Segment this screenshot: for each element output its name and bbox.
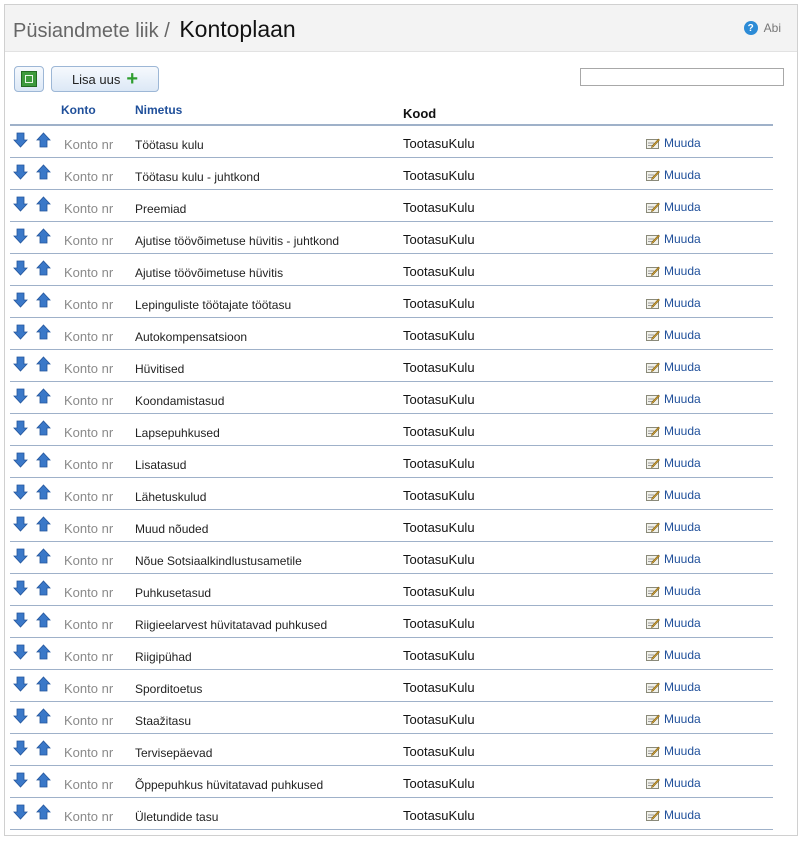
edit-icon — [646, 457, 660, 469]
edit-icon — [646, 489, 660, 501]
edit-link[interactable] — [646, 424, 701, 438]
arrow-up-icon[interactable] — [36, 196, 51, 212]
arrow-up-icon[interactable] — [36, 324, 51, 340]
arrow-up-icon[interactable] — [36, 740, 51, 756]
table-row — [10, 286, 773, 318]
kood-cell: TootasuKulu — [403, 488, 475, 503]
table-row — [10, 606, 773, 638]
arrow-up-icon[interactable] — [36, 260, 51, 276]
nimetus-cell: Koondamistasud — [135, 394, 225, 408]
edit-icon — [646, 169, 660, 181]
edit-link[interactable] — [646, 264, 701, 278]
edit-icon — [646, 393, 660, 405]
edit-icon — [646, 553, 660, 565]
edit-label: Muuda — [664, 424, 701, 438]
arrow-down-icon[interactable] — [13, 484, 28, 500]
edit-link[interactable] — [646, 232, 701, 246]
table-row — [10, 766, 773, 798]
arrow-down-icon[interactable] — [13, 228, 28, 244]
arrow-down-icon[interactable] — [13, 292, 28, 308]
arrow-down-icon[interactable] — [13, 804, 28, 820]
arrow-up-icon[interactable] — [36, 644, 51, 660]
arrow-down-icon[interactable] — [13, 708, 28, 724]
arrow-down-icon[interactable] — [13, 676, 28, 692]
nimetus-cell: Õppepuhkus hüvitatavad puhkused — [135, 778, 324, 792]
nimetus-cell: Preemiad — [135, 202, 187, 216]
arrow-up-icon[interactable] — [36, 580, 51, 596]
kood-cell: TootasuKulu — [403, 232, 475, 247]
table-row — [10, 254, 773, 286]
kood-cell: TootasuKulu — [403, 680, 475, 695]
table-row — [10, 574, 773, 606]
edit-label: Muuda — [664, 808, 701, 822]
arrow-down-icon[interactable] — [13, 356, 28, 372]
edit-link[interactable] — [646, 712, 701, 726]
column-header-kood: Kood — [403, 106, 437, 121]
arrow-up-icon[interactable] — [36, 292, 51, 308]
edit-label: Muuda — [664, 392, 701, 406]
edit-icon — [646, 649, 660, 661]
table-row — [10, 446, 773, 478]
help-label: Abi — [763, 21, 781, 35]
arrow-down-icon[interactable] — [13, 388, 28, 404]
column-header-nimetus[interactable]: Nimetus — [135, 103, 183, 117]
arrow-up-icon[interactable] — [36, 388, 51, 404]
edit-icon — [646, 201, 660, 213]
kood-cell: TootasuKulu — [403, 136, 475, 151]
kood-cell: TootasuKulu — [403, 808, 475, 823]
edit-icon — [646, 681, 660, 693]
toolbar — [14, 66, 784, 92]
arrow-up-icon[interactable] — [36, 676, 51, 692]
konto-cell: Konto nr — [64, 713, 114, 728]
kood-cell: TootasuKulu — [403, 424, 475, 439]
table-row — [10, 638, 773, 670]
konto-cell: Konto nr — [64, 617, 114, 632]
edit-link[interactable] — [646, 776, 701, 790]
table-body — [10, 126, 773, 830]
edit-icon — [646, 137, 660, 149]
nimetus-cell: Töötasu kulu — [135, 138, 204, 152]
kood-cell: TootasuKulu — [403, 296, 475, 311]
konto-cell: Konto nr — [64, 329, 114, 344]
edit-link[interactable] — [646, 392, 701, 406]
edit-link[interactable] — [646, 168, 701, 182]
arrow-down-icon[interactable] — [13, 580, 28, 596]
table-row — [10, 318, 773, 350]
edit-icon — [646, 521, 660, 533]
edit-link[interactable] — [646, 360, 701, 374]
edit-icon — [646, 425, 660, 437]
kood-cell: TootasuKulu — [403, 584, 475, 599]
konto-cell: Konto nr — [64, 777, 114, 792]
arrow-down-icon[interactable] — [13, 516, 28, 532]
nimetus-cell: Riigieelarvest hüvitatavad puhkused — [135, 618, 328, 632]
konto-cell: Konto nr — [64, 297, 114, 312]
nimetus-cell: Lapsepuhkused — [135, 426, 220, 440]
arrow-down-icon[interactable] — [13, 452, 28, 468]
konto-cell: Konto nr — [64, 393, 114, 408]
edit-icon — [646, 713, 660, 725]
edit-icon — [646, 233, 660, 245]
edit-link[interactable] — [646, 616, 701, 630]
arrow-up-icon[interactable] — [36, 516, 51, 532]
edit-link[interactable] — [646, 456, 701, 470]
nimetus-cell: Nõue Sotsiaalkindlustusametile — [135, 554, 302, 568]
edit-icon — [646, 809, 660, 821]
nimetus-cell: Töötasu kulu - juhtkond — [135, 170, 260, 184]
nimetus-cell: Hüvitised — [135, 362, 185, 376]
table-row — [10, 670, 773, 702]
table-row — [10, 510, 773, 542]
edit-label: Muuda — [664, 584, 701, 598]
arrow-down-icon[interactable] — [13, 420, 28, 436]
konto-cell: Konto nr — [64, 265, 114, 280]
edit-icon — [646, 585, 660, 597]
edit-label: Muuda — [664, 520, 701, 534]
edit-link[interactable] — [646, 520, 701, 534]
table-row — [10, 382, 773, 414]
edit-label: Muuda — [664, 776, 701, 790]
arrow-up-icon[interactable] — [36, 708, 51, 724]
edit-label: Muuda — [664, 648, 701, 662]
add-new-label: Lisa uus — [71, 71, 121, 87]
nimetus-cell: Staažitasu — [135, 714, 192, 728]
kood-cell: TootasuKulu — [403, 456, 475, 471]
arrow-down-icon[interactable] — [13, 324, 28, 340]
table-header — [10, 98, 773, 126]
table-row — [10, 158, 773, 190]
help-link[interactable] — [744, 21, 781, 35]
kood-cell: TootasuKulu — [403, 168, 475, 183]
nimetus-cell: Lähetuskulud — [135, 490, 207, 504]
search-input[interactable] — [580, 68, 784, 86]
edit-link[interactable] — [646, 136, 701, 150]
nimetus-cell: Puhkusetasud — [135, 586, 212, 600]
kood-cell: TootasuKulu — [403, 360, 475, 375]
kood-cell: TootasuKulu — [403, 200, 475, 215]
add-new-button[interactable] — [51, 66, 159, 92]
edit-icon — [646, 777, 660, 789]
edit-label: Muuda — [664, 552, 701, 566]
arrow-down-icon[interactable] — [13, 740, 28, 756]
edit-link[interactable] — [646, 744, 701, 758]
edit-link[interactable] — [646, 808, 701, 822]
arrow-down-icon[interactable] — [13, 612, 28, 628]
konto-cell: Konto nr — [64, 521, 114, 536]
kood-cell: TootasuKulu — [403, 392, 475, 407]
table-row — [10, 190, 773, 222]
plus-icon: + — [126, 68, 139, 90]
arrow-up-icon[interactable] — [36, 356, 51, 372]
arrow-up-icon[interactable] — [36, 548, 51, 564]
arrow-up-icon[interactable] — [36, 164, 51, 180]
edit-link[interactable] — [646, 488, 701, 502]
arrow-up-icon[interactable] — [36, 132, 51, 148]
arrow-up-icon[interactable] — [36, 772, 51, 788]
kood-cell: TootasuKulu — [403, 776, 475, 791]
edit-icon — [646, 361, 660, 373]
nimetus-cell: Sporditoetus — [135, 682, 203, 696]
table-row — [10, 350, 773, 382]
arrow-up-icon[interactable] — [36, 228, 51, 244]
edit-icon — [646, 297, 660, 309]
arrow-up-icon[interactable] — [36, 612, 51, 628]
kood-cell: TootasuKulu — [403, 264, 475, 279]
konto-cell: Konto nr — [64, 553, 114, 568]
arrow-up-icon[interactable] — [36, 452, 51, 468]
konto-cell: Konto nr — [64, 681, 114, 696]
kood-cell: TootasuKulu — [403, 744, 475, 759]
nimetus-cell: Muud nõuded — [135, 522, 209, 536]
nimetus-cell: Ületundide tasu — [135, 810, 219, 824]
arrow-down-icon[interactable] — [13, 260, 28, 276]
nimetus-cell: Riigipühad — [135, 650, 192, 664]
excel-icon — [21, 71, 37, 87]
table-row — [10, 542, 773, 574]
nimetus-cell: Lepinguliste töötajate töötasu — [135, 298, 292, 312]
edit-link[interactable] — [646, 680, 701, 694]
edit-link[interactable] — [646, 296, 701, 310]
edit-icon — [646, 265, 660, 277]
table-row — [10, 126, 773, 158]
edit-icon — [646, 617, 660, 629]
breadcrumb-parent[interactable]: Püsiandmete liik — [13, 20, 159, 42]
konto-cell: Konto nr — [64, 649, 114, 664]
edit-label: Muuda — [664, 360, 701, 374]
arrow-down-icon[interactable] — [13, 548, 28, 564]
edit-icon — [646, 329, 660, 341]
kood-cell: TootasuKulu — [403, 552, 475, 567]
table-row — [10, 414, 773, 446]
konto-cell: Konto nr — [64, 585, 114, 600]
nimetus-cell: Autokompensatsioon — [135, 330, 248, 344]
arrow-up-icon[interactable] — [36, 484, 51, 500]
edit-label: Muuda — [664, 744, 701, 758]
konto-cell: Konto nr — [64, 457, 114, 472]
nimetus-cell: Ajutise töövõimetuse hüvitis - juhtkond — [135, 234, 340, 248]
edit-link[interactable] — [646, 648, 701, 662]
table-row — [10, 222, 773, 254]
table-row — [10, 734, 773, 766]
konto-cell: Konto nr — [64, 809, 114, 824]
konto-cell: Konto nr — [64, 137, 114, 152]
arrow-down-icon[interactable] — [13, 132, 28, 148]
kood-cell: TootasuKulu — [403, 520, 475, 535]
konto-cell: Konto nr — [64, 233, 114, 248]
export-excel-button[interactable] — [14, 66, 44, 92]
table-row — [10, 478, 773, 510]
konto-cell: Konto nr — [64, 745, 114, 760]
edit-label: Muuda — [664, 264, 701, 278]
page-header — [5, 5, 797, 52]
kood-cell: TootasuKulu — [403, 712, 475, 727]
konto-cell: Konto nr — [64, 425, 114, 440]
edit-link[interactable] — [646, 328, 701, 342]
table-row — [10, 798, 773, 830]
edit-link[interactable] — [646, 584, 701, 598]
edit-label: Muuda — [664, 168, 701, 182]
nimetus-cell: Ajutise töövõimetuse hüvitis — [135, 266, 284, 280]
arrow-up-icon[interactable] — [36, 420, 51, 436]
edit-label: Muuda — [664, 296, 701, 310]
arrow-up-icon[interactable] — [36, 804, 51, 820]
column-header-konto[interactable]: Konto — [61, 103, 96, 117]
edit-label: Muuda — [664, 232, 701, 246]
arrow-down-icon[interactable] — [13, 644, 28, 660]
konto-cell: Konto nr — [64, 201, 114, 216]
breadcrumb — [13, 16, 296, 43]
edit-label: Muuda — [664, 200, 701, 214]
nimetus-cell: Tervisepäevad — [135, 746, 213, 760]
help-icon: ? — [744, 21, 758, 35]
edit-label: Muuda — [664, 680, 701, 694]
kood-cell: TootasuKulu — [403, 648, 475, 663]
page-title: Kontoplaan — [179, 16, 296, 42]
kood-cell: TootasuKulu — [403, 328, 475, 343]
nimetus-cell: Lisatasud — [135, 458, 187, 472]
arrow-down-icon[interactable] — [13, 772, 28, 788]
edit-link[interactable] — [646, 200, 701, 214]
kood-cell: TootasuKulu — [403, 616, 475, 631]
arrow-down-icon[interactable] — [13, 196, 28, 212]
edit-label: Muuda — [664, 712, 701, 726]
edit-label: Muuda — [664, 488, 701, 502]
edit-label: Muuda — [664, 328, 701, 342]
konto-cell: Konto nr — [64, 169, 114, 184]
table-row — [10, 702, 773, 734]
konto-cell: Konto nr — [64, 489, 114, 504]
edit-label: Muuda — [664, 136, 701, 150]
konto-cell: Konto nr — [64, 361, 114, 376]
edit-link[interactable] — [646, 552, 701, 566]
arrow-down-icon[interactable] — [13, 164, 28, 180]
edit-label: Muuda — [664, 616, 701, 630]
breadcrumb-separator: / — [164, 20, 170, 42]
edit-icon — [646, 745, 660, 757]
edit-label: Muuda — [664, 456, 701, 470]
